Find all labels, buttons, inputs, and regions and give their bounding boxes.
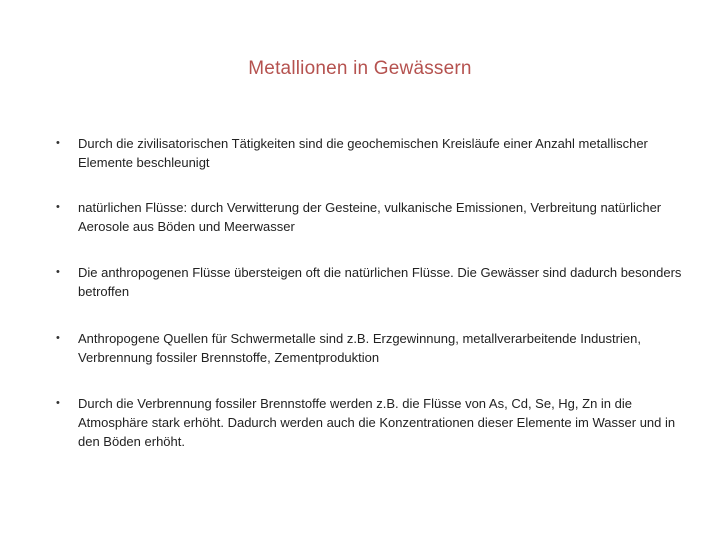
bullet-marker: •	[56, 397, 60, 409]
bullet-marker: •	[56, 201, 60, 213]
bullet-text: Die anthropogenen Flüsse übersteigen oft die natürlichen Flüsse. Die Gewässer sind dadurch besonders betroffen	[78, 265, 682, 299]
bullet-text: natürlichen Flüsse: durch Verwitterung der Gesteine, vulkanische Emissionen, Verbreitung natürlicher Aerosole aus Böden und Meerwasser	[78, 200, 662, 234]
bullet-marker: •	[56, 137, 60, 149]
bullet-text: Durch die zivilisatorischen Tätigkeiten sind die geochemischen Kreisläufe einer Anzahl metallischer Elemente beschleunigt	[78, 136, 648, 170]
bullet-marker: •	[56, 266, 60, 278]
slide-title: Metallionen in Gewässern	[248, 58, 472, 79]
bullet-text: Anthropogene Quellen für Schwermetalle sind z.B. Erzgewinnung, metallverarbeitende Industrien, Verbrennung fossiler Brennstoffe, Zementproduktion	[78, 331, 641, 365]
bullet-marker: •	[56, 332, 60, 344]
bullet-text: Durch die Verbrennung fossiler Brennstoffe werden z.B. die Flüsse von As, Cd, Se, Hg, Zn in die Atmosphäre stark erhöht. Dadurch werden auch die Konzentrationen dieser Elemente im Wasser und in den Böden erhöht.	[78, 396, 676, 449]
